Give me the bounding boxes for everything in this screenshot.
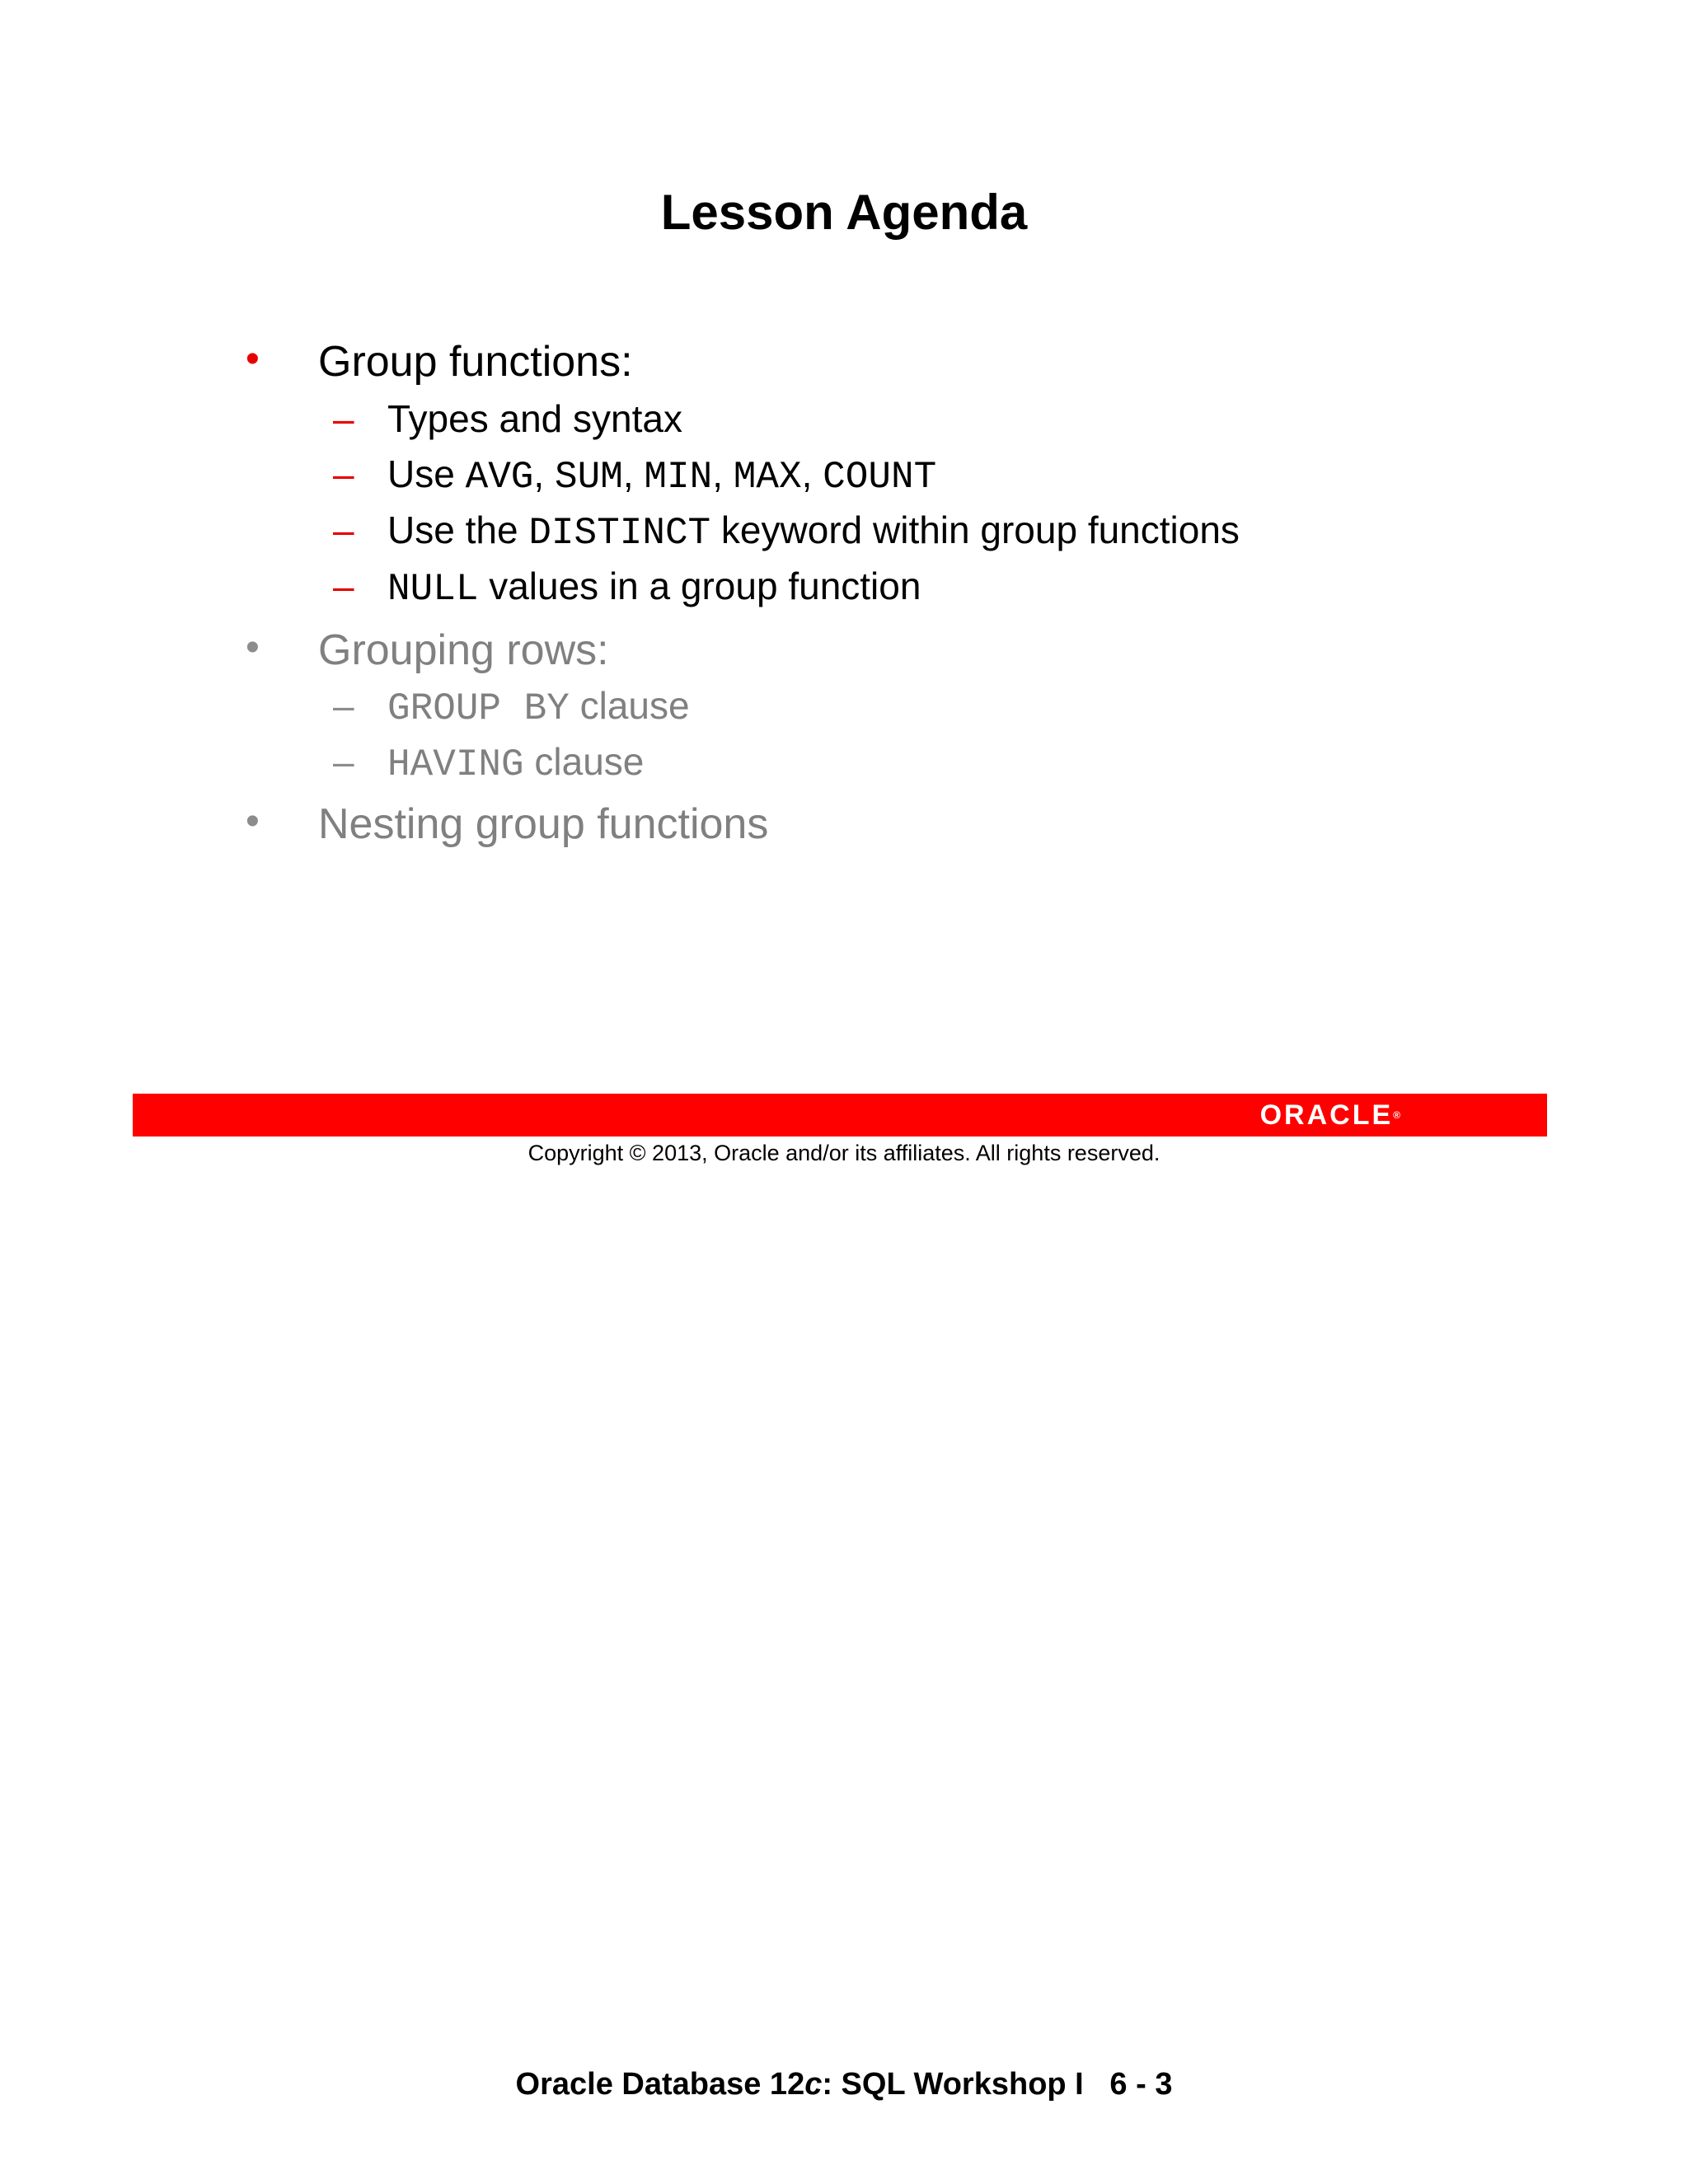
code-group-by: GROUP BY xyxy=(387,687,570,730)
code-sum: SUM xyxy=(554,456,623,499)
dash-icon: – xyxy=(333,452,354,495)
agenda-item-nesting: Nesting group functions xyxy=(318,800,769,848)
text-fragment: , xyxy=(712,452,734,495)
copyright-notice: Copyright © 2013, Oracle and/or its affiliates. All rights reserved. xyxy=(528,1141,1160,1165)
agenda-list xyxy=(0,0,1688,907)
text-fragment: , xyxy=(533,452,555,495)
page-title: Lesson Agenda xyxy=(660,185,1028,240)
text-fragment: keyword within group functions xyxy=(710,509,1240,551)
dash-icon: – xyxy=(333,565,354,607)
course-page: : SQL Workshop I 6 - 3 xyxy=(822,2067,1173,2102)
bullet-icon: • xyxy=(246,626,260,669)
code-count: COUNT xyxy=(823,456,937,499)
agenda-item-group-functions: Group functions: xyxy=(318,338,633,386)
course-footer xyxy=(0,2064,1688,2104)
text-fragment: , xyxy=(622,452,645,495)
agenda-subitem-types: Types and syntax xyxy=(387,397,682,440)
text-fragment: clause xyxy=(523,740,645,783)
course-title-italic: c xyxy=(804,2067,823,2102)
code-min: MIN xyxy=(644,456,713,499)
bullet-icon: • xyxy=(246,337,260,381)
code-having: HAVING xyxy=(387,743,524,786)
bullet-icon: • xyxy=(246,799,260,843)
logo-text: ORACLE xyxy=(1259,1099,1394,1131)
footer-bar xyxy=(133,1094,1547,1137)
text-fragment: clause xyxy=(569,684,690,727)
code-null: NULL xyxy=(387,568,479,611)
text-fragment: values in a group function xyxy=(478,565,921,607)
agenda-subitem-null xyxy=(387,561,921,614)
oracle-logo xyxy=(1260,1099,1400,1131)
dash-icon: – xyxy=(333,684,354,727)
dash-icon: – xyxy=(333,397,354,440)
code-distinct: DISTINCT xyxy=(528,512,711,555)
registered-mark: ® xyxy=(1393,1109,1400,1121)
agenda-subitem-group-by xyxy=(387,681,690,733)
text-fragment: Use xyxy=(387,452,466,495)
agenda-item-grouping-rows: Grouping rows: xyxy=(318,626,609,674)
text-fragment: , xyxy=(801,452,823,495)
agenda-subitem-having xyxy=(387,737,644,790)
dash-icon: – xyxy=(333,740,354,783)
agenda-subitem-use-functions xyxy=(387,449,936,502)
agenda-subitem-distinct xyxy=(387,505,1240,558)
text-fragment: Use the xyxy=(387,509,529,551)
course-title: Oracle Database 12 xyxy=(515,2067,805,2102)
dash-icon: – xyxy=(333,509,354,551)
code-max: MAX xyxy=(733,456,802,499)
code-avg: AVG xyxy=(465,456,534,499)
